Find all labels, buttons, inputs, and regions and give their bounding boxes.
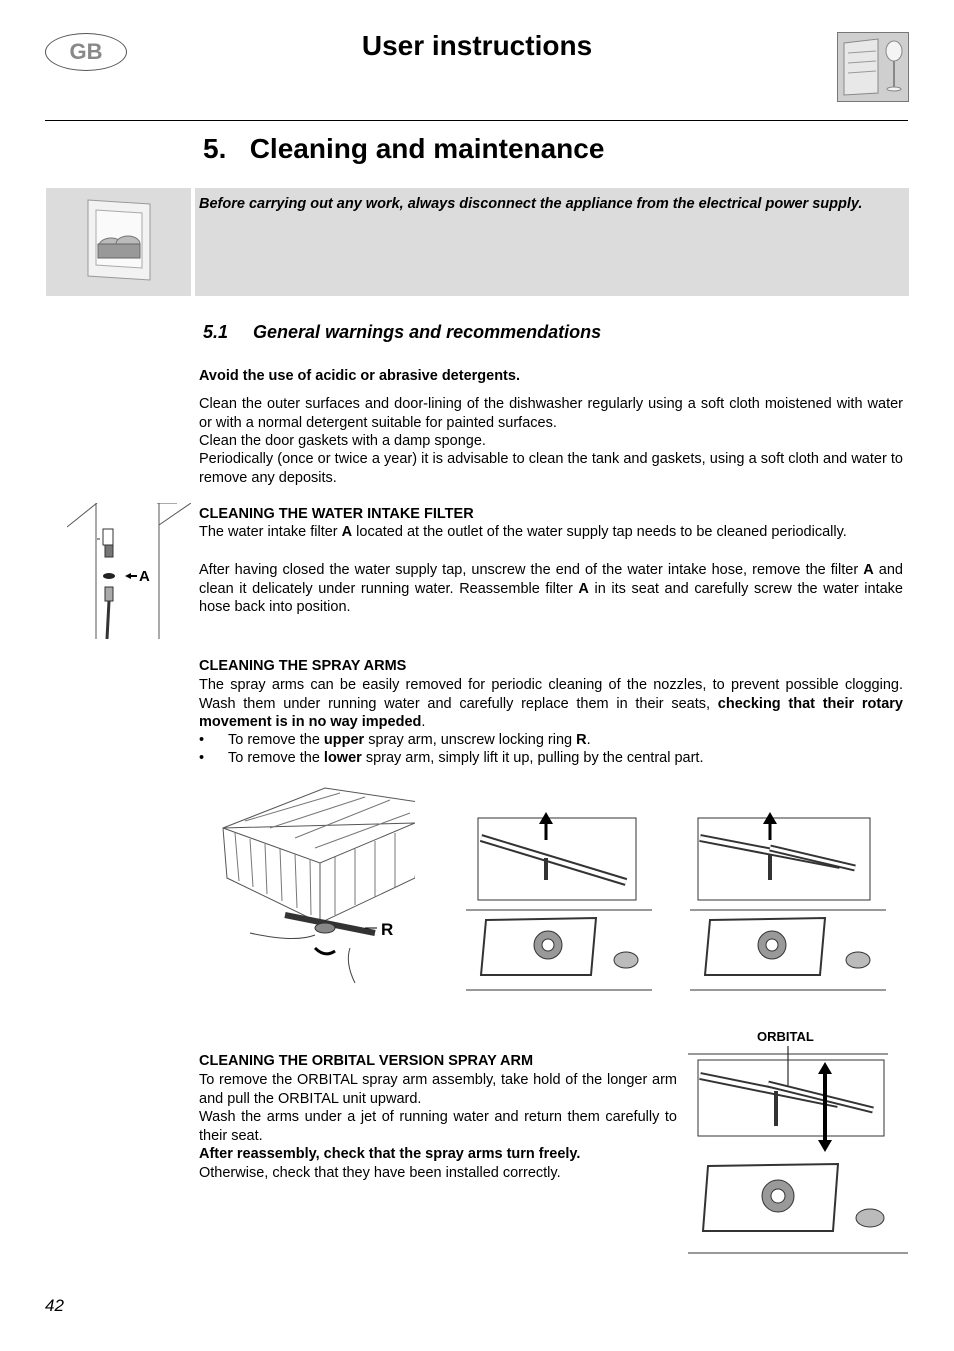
general-paragraph-3: Periodically (once or twice a year) it is advisable to clean the tank and gaskets, using a soft cloth and water to remove any deposits. (199, 451, 903, 486)
lower-arm-figure (466, 810, 652, 992)
power-socket-icon (46, 188, 191, 296)
water-intake-filter-figure (67, 503, 191, 639)
filter-heading: CLEANING THE WATER INTAKE FILTER (199, 506, 474, 522)
orbital-heading: CLEANING THE ORBITAL VERSION SPRAY ARM (199, 1053, 534, 1069)
page-number: 42 (45, 1296, 64, 1315)
filter-paragraph-2: After having closed the water supply tap, unscrew the end of the water intake hose, remove the filter A and clean it delicately under running water. Reassemble filter A in its seat and carefully screw the water intake hose back into position. (199, 562, 903, 615)
socket-icon-box (46, 188, 191, 296)
orbital-paragraph-4: Otherwise, check that they have been installed correctly. (199, 1165, 561, 1181)
dishwasher-icon (837, 32, 909, 102)
section-title: 5. Cleaning and maintenance (203, 133, 605, 164)
orbital-paragraph-1: To remove the ORBITAL spray arm assembly, take hold of the longer arm and pull the ORBITAL unit upward. (199, 1072, 677, 1107)
orbital-paragraph-3: After reassembly, check that the spray arms turn freely. (199, 1146, 581, 1162)
spray-paragraph: The spray arms can be easily removed for periodic cleaning of the nozzles, to prevent possible clogging. Wash them under running water and carefully replace them in their seats, checking that their rotary movement is in no way impeded. (199, 677, 903, 730)
page-header-title: User instructions (361, 30, 593, 61)
spray-label-r: R (381, 920, 394, 939)
language-badge: GB (45, 33, 127, 71)
header-rule (45, 120, 908, 121)
orbital-paragraph-2: Wash the arms under a jet of running water and return them carefully to their seat. (199, 1109, 677, 1144)
spray-bullet-upper: • To remove the upper spray arm, unscrew locking ring R. (199, 732, 591, 748)
spray-heading: CLEANING THE SPRAY ARMS (199, 658, 407, 674)
general-paragraph-2: Clean the door gaskets with a damp sponge. (199, 433, 486, 449)
filter-label-a: A (139, 568, 150, 585)
warning-text: Before carrying out any work, always disconnect the appliance from the electrical power supply. (199, 196, 863, 212)
general-heading: Avoid the use of acidic or abrasive detergents. (199, 368, 520, 384)
upper-basket-figure (215, 783, 415, 993)
subsection-title: 5.1 General warnings and recommendations (203, 322, 602, 342)
orbital-label: ORBITAL (757, 1029, 814, 1044)
spray-bullet-lower: • To remove the lower spray arm, simply lift it up, pulling by the central part. (199, 750, 704, 766)
orbital-arm-figure (688, 1046, 908, 1256)
orbital-arm-figure-small (690, 810, 886, 992)
filter-paragraph-1: The water intake filter A located at the outlet of the water supply tap needs to be cleaned periodically. (199, 524, 847, 540)
general-paragraph-1: Clean the outer surfaces and door-lining of the dishwasher regularly using a soft cloth moistened with water or with a normal detergent suitable for painted surfaces. (199, 396, 903, 431)
